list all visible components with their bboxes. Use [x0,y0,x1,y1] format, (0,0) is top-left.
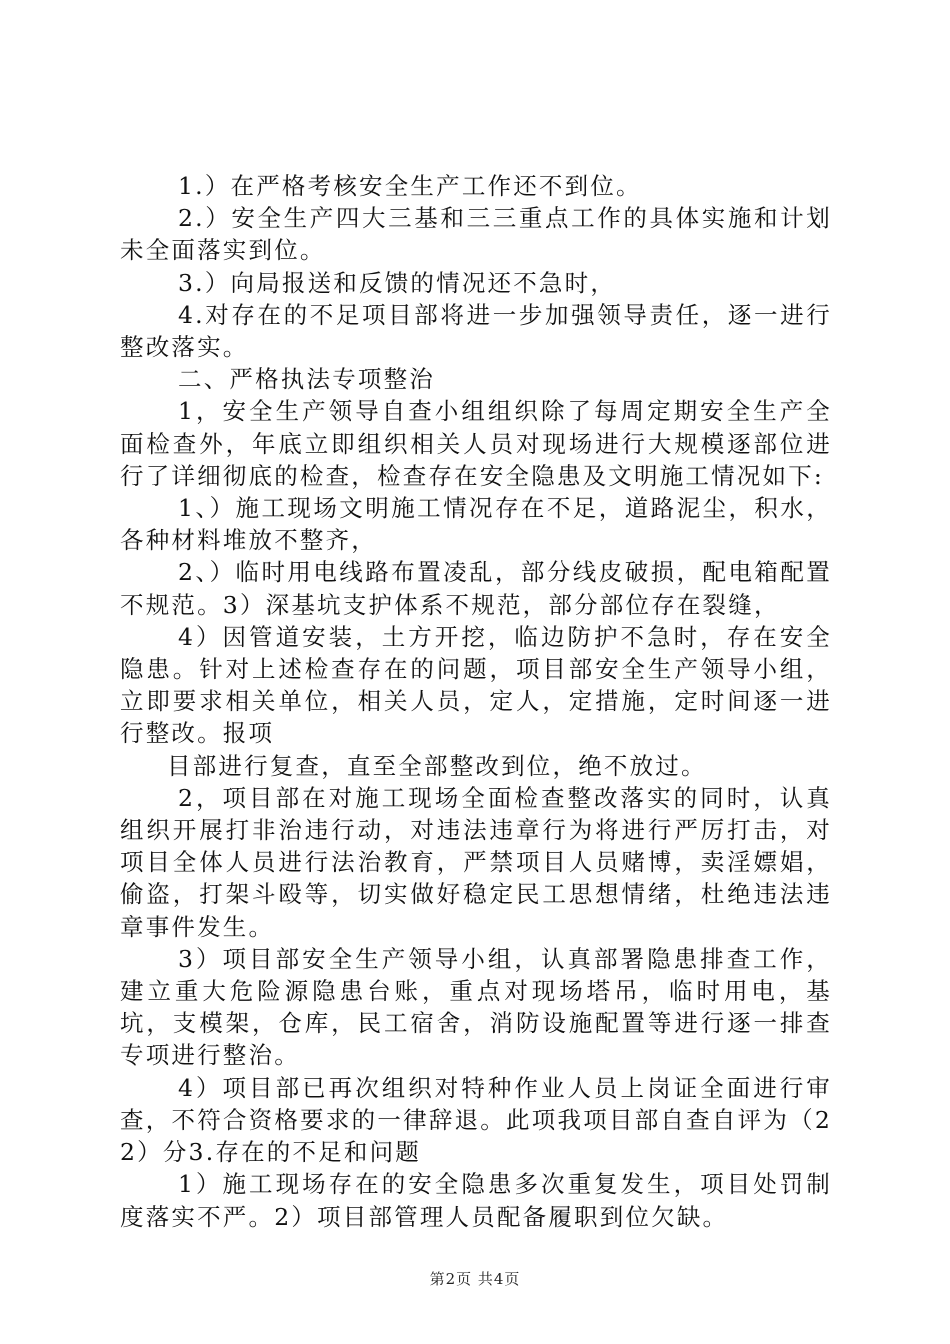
paragraph: 1）施工现场存在的安全隐患多次重复发生，项目处罚制度落实不严。2）项目部管理人员配备履职到位欠缺。 [120,1170,832,1231]
paragraph: 3）项目部安全生产领导小组，认真部署隐患排查工作，建立重大危险源隐患台账，重点对现场塔吊，临时用电，基坑，支模架，仓库，民工宿舍，消防设施配置等进行逐一排查专项进行整治。 [120,944,832,1070]
paragraph: 目部进行复查，直至全部整改到位，绝不放过。 [167,751,707,780]
section-heading: 二、严格执法专项整治 [178,365,435,394]
paragraph: 4）项目部已再次组织对特种作业人员上岗证全面进行审查，不符合资格要求的一律辞退。此项我项目部自查自评为（22）分3.存在的不足和问题 [120,1073,832,1167]
paragraph: 4.对存在的不足项目部将进一步加强领导责任，逐一进行整改落实。 [120,300,832,362]
paragraph: 2.）安全生产四大三基和三三重点工作的具体实施和计划未全面落实到位。 [120,204,832,265]
paragraph: 2，项目部在对施工现场全面检查整改落实的同时，认真组织开展打非治违行动，对违法违章行为将进行严厉打击，对项目全体人员进行法治教育，严禁项目人员赌博，卖淫嫖娼，偷盗，打架斗殴等，切实做好稳定民工思想情绪，杜绝违法违章事件发生。 [120,783,832,941]
paragraph: 1、）施工现场文明施工情况存在不足，道路泥尘，积水，各种材料堆放不整齐， [120,494,832,555]
page-number: 第2页 共4页 [429,1270,521,1288]
paragraph: 3.）向局报送和反馈的情况还不急时， [178,268,617,297]
paragraph: 1.）在严格考核安全生产工作还不到位。 [178,172,642,200]
document-body [120,170,832,1233]
paragraph: 4）因管道安装，土方开挖，临边防护不急时，存在安全隐患。针对上述检查存在的问题，项目部安全生产领导小组，立即要求相关单位，相关人员，定人，定措施，定时间逐一进行整改。报项 [120,622,832,748]
paragraph: 1，安全生产领导自查小组组织除了每周定期安全生产全面检查外，年底立即组织相关人员对现场进行大规模逐部位进行了详细彻底的检查，检查存在安全隐患及文明施工情况如下: [120,397,832,490]
paragraph: 2、）临时用电线路布置凌乱，部分线皮破损，配电箱配置不规范。3）深基坑支护体系不规范，部分部位存在裂缝， [120,558,832,619]
